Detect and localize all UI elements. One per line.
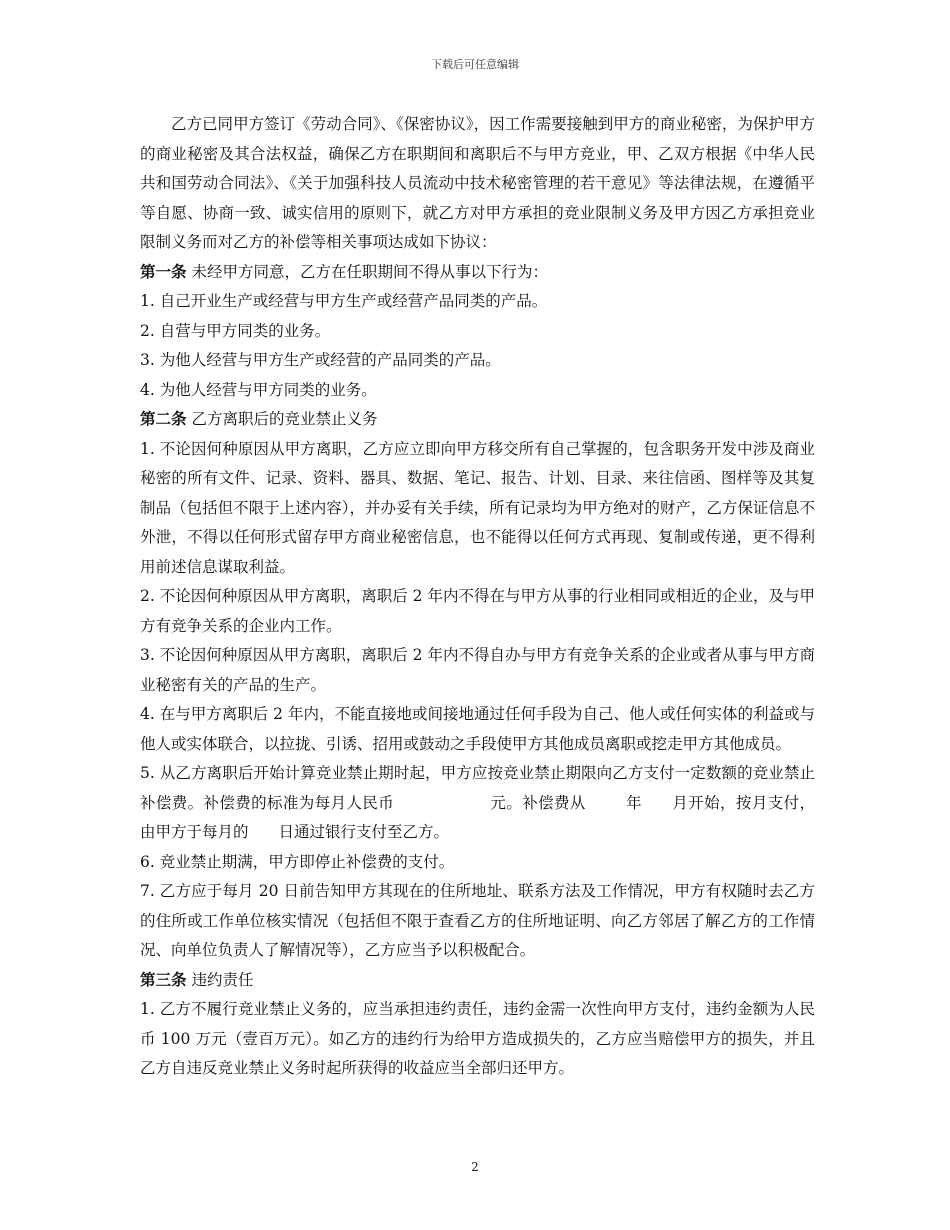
clause-item: 1. 不论因何种原因从甲方离职，乙方应立即向甲方移交所有自己掌握的，包含职务开发中涉及商业秘密的所有文件、记录、资料、器具、数据、笔记、报告、计划、目录、来往信函、图样等及其复制品（包括但不限于上述内容），并办妥有关手续，所有记录均为甲方绝对的财产，乙方保证信息不外泄，不得以任何形式留存甲方商业秘密信息，也不能得以任何方式再现、复制或传递，更不得利用前述信息谋取利益。 xyxy=(140,439,815,576)
article-3-title xyxy=(140,966,815,996)
clause-item: 1. 自己开业生产或经营与甲方生产或经营产品同类的产品。 xyxy=(140,292,548,310)
header-note: 下载后可任意编辑 xyxy=(431,58,519,71)
clause-item: 1. 乙方不履行竞业禁止义务的，应当承担违约责任，违约金需一次性向甲方支付，违约金额为人民币 100 万元（壹百万元）。如乙方的违约行为给甲方造成损失的，乙方应当赔偿甲方的损失，并且乙方自违反竞业禁止义务时起所获得的收益应当全部归还甲方。 xyxy=(140,1000,815,1077)
clause-item: 2. 不论因何种原因从甲方离职，离职后 2 年内不得在与甲方从事的行业相同或相近的企业，及与甲方有竞争关系的企业内工作。 xyxy=(140,587,815,635)
article-text: 乙方离职后的竞业禁止义务 xyxy=(191,410,378,428)
clause-item: 2. 自营与甲方同类的业务。 xyxy=(140,321,331,340)
clause-text: 5. 从乙方离职后开始计算竞业禁止期时起，甲方应按竞业禁止期限向乙方支付一定数额的竞业禁止补偿费。补偿费的标准为每月人民币 xyxy=(140,764,815,812)
article-text: 未经甲方同意，乙方在任职期间不得从事以下行为： xyxy=(191,262,548,281)
article-heading: 第一条 xyxy=(140,262,187,281)
clause-item: 6. 竞业禁止期满，甲方即停止补偿费的支付。 xyxy=(140,852,455,871)
intro-paragraph: 乙方已同甲方签订《劳动合同》、《保密协议》，因工作需要接触到甲方的商业秘密，为保护甲方的商业秘密及其合法权益，确保乙方在职期间和离职后不与甲方竞业，甲、乙双方根据《中华人民共和国劳动合同法》、《关于加强科技人员流动中技术秘密管理的若干意见》等法律法规，在遵循平等自愿、协商一致、诚实信用的原则下，就乙方对甲方承担的竞业限制义务及甲方因乙方承担竞业限制义务而对乙方的补偿等相关事项达成如下协议： xyxy=(140,115,815,251)
clause-item: 3. 为他人经营与甲方生产或经营的产品同类的产品。 xyxy=(140,351,501,369)
page-number: 2 xyxy=(471,1160,479,1174)
article-1-title xyxy=(140,258,815,288)
article-text: 违约责任 xyxy=(191,970,254,989)
article-2-title xyxy=(140,405,815,435)
article-heading: 第三条 xyxy=(140,970,187,989)
article-heading: 第二条 xyxy=(140,410,187,428)
clause-item-compensation xyxy=(140,759,815,848)
clause-item: 4. 在与甲方离职后 2 年内，不能直接地或间接地通过任何手段为自己、他人或任何实体的利益或与他人或实体联合，以拉拢、引诱、招用或鼓动之手段使甲方其他成员离职或挖走甲方其他成员。 xyxy=(140,705,815,753)
clause-item: 3. 不论因何种原因从甲方离职，离职后 2 年内不得自办与甲方有竞争关系的企业或者从事与甲方商业秘密有关的产品的生产。 xyxy=(140,646,815,694)
clause-text: 日通过银行支付至乙方。 xyxy=(278,823,450,841)
document-body xyxy=(140,110,815,1084)
clause-text: 月开始，按月支付，由甲方于每月的 xyxy=(140,793,815,841)
clause-item: 4. 为他人经营与甲方同类的业务。 xyxy=(140,380,377,399)
clause-text: 年 xyxy=(625,793,643,812)
clause-item: 7. 乙方应于每月 20 日前告知甲方其现在的住所地址、联系方法及工作情况，甲方有权随时去乙方的住所或工作单位核实情况（包括但不限于查看乙方的住所地证明、向乙方邻居了解乙方的工作情况、向单位负责人了解情况等），乙方应当予以积极配合。 xyxy=(140,882,815,959)
clause-text: 元。补偿费从 xyxy=(490,793,586,812)
